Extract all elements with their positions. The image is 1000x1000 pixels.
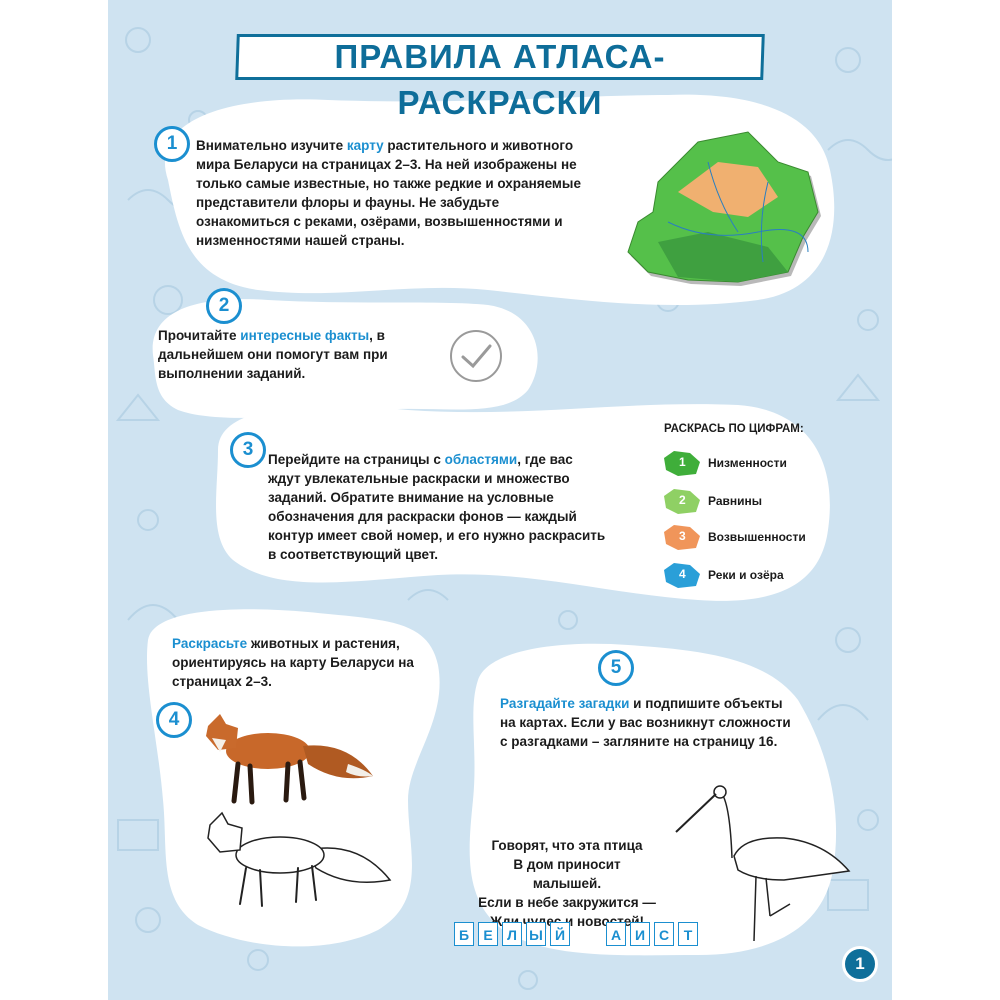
answer-cell: Й	[550, 922, 570, 946]
legend-digit-3: 3	[679, 529, 686, 543]
step-5-keyword: Разгадайте загадки	[500, 696, 630, 711]
step-3-number: 3	[230, 432, 266, 468]
riddle-line-1: Говорят, что эта птица	[491, 838, 643, 853]
legend-item-3	[660, 522, 806, 554]
page-title: ПРАВИЛА АТЛАСА-РАСКРАСКИ	[334, 38, 666, 121]
step-1-text-post: растительного и животного мира Беларуси на страницах 2–3. На ней изображены не только самые известные, но также редкие и охраняемые представители флоры и фауны. Не забудьте ознакомиться с реками, озёрами, возвышенностями и низменностями нашей страны.	[196, 138, 581, 248]
answer-cell: Л	[502, 922, 522, 946]
step-4-text-post: животных и растения, ориентируясь на карту Беларуси на страницах 2–3.	[172, 636, 414, 689]
step-3-text-post: , где вас ждут увлекательные раскраски и множество заданий. Обратите внимание на условные обозначения для раскраски фонов — каждый контур имеет свой номер, и его нужно раскрасить в соответствующий цвет.	[268, 452, 606, 562]
answer-word-1	[454, 922, 570, 948]
answer-cell: Ы	[526, 922, 546, 946]
legend-item-2	[660, 486, 763, 518]
step-5-text-post: и подпишите объекты на картах. Если у вас возникнут сложности с разгадками – загляните на страницу 16.	[500, 696, 791, 749]
step-4-keyword: Раскрасьте	[172, 636, 248, 651]
legend-label-1: Низменности	[708, 456, 787, 470]
step-1-number: 1	[154, 126, 190, 162]
step-2-text-pre: Прочитайте	[158, 328, 241, 343]
fox-outline-image	[198, 810, 398, 910]
answer-cell: Б	[454, 922, 474, 946]
step-2-text-post: , в дальнейшем они помогут вам при выполнении заданий.	[158, 328, 388, 381]
belarus-map-image	[618, 122, 828, 292]
page-number: 1	[842, 946, 878, 982]
riddle-text	[478, 836, 656, 931]
checkmark-icon	[448, 328, 504, 384]
answer-cell: А	[606, 922, 626, 946]
step-4-number: 4	[156, 702, 192, 738]
legend-digit-2: 2	[679, 493, 686, 507]
answer-cell: С	[654, 922, 674, 946]
answer-word-2	[606, 922, 698, 948]
legend-label-2: Равнины	[708, 494, 763, 508]
step-3-keyword: областями	[444, 452, 518, 467]
legend-item-4	[660, 560, 784, 592]
stork-outline-image	[674, 776, 854, 946]
riddle-line-3: Если в небе закружится —	[478, 895, 656, 910]
step-1-keyword: карту	[346, 138, 384, 153]
answer-cell: И	[630, 922, 650, 946]
step-1-text-pre: Внимательно изучите	[196, 138, 347, 153]
step-5-text	[500, 694, 800, 751]
riddle-line-2: В дом приносит малышей.	[513, 857, 621, 891]
step-1-text	[196, 136, 596, 250]
step-2-text	[158, 326, 428, 383]
legend-digit-4: 4	[679, 567, 686, 581]
legend-title: РАСКРАСЬ ПО ЦИФРАМ:	[664, 423, 804, 435]
step-2-keyword: интересные факты	[240, 328, 370, 343]
answer-cell: Т	[678, 922, 698, 946]
step-3-text-pre: Перейдите на страницы с	[268, 452, 445, 467]
legend-digit-1: 1	[679, 455, 686, 469]
step-3-text	[268, 450, 608, 564]
step-5-number: 5	[598, 650, 634, 686]
legend-label-4: Реки и озёра	[708, 568, 784, 582]
legend-item-1	[660, 448, 787, 480]
step-2-number: 2	[206, 288, 242, 324]
legend-label-3: Возвышенности	[708, 530, 806, 544]
fox-photo-image	[198, 706, 378, 810]
page	[108, 0, 892, 1000]
step-4-text	[172, 634, 422, 691]
answer-cell: Е	[478, 922, 498, 946]
